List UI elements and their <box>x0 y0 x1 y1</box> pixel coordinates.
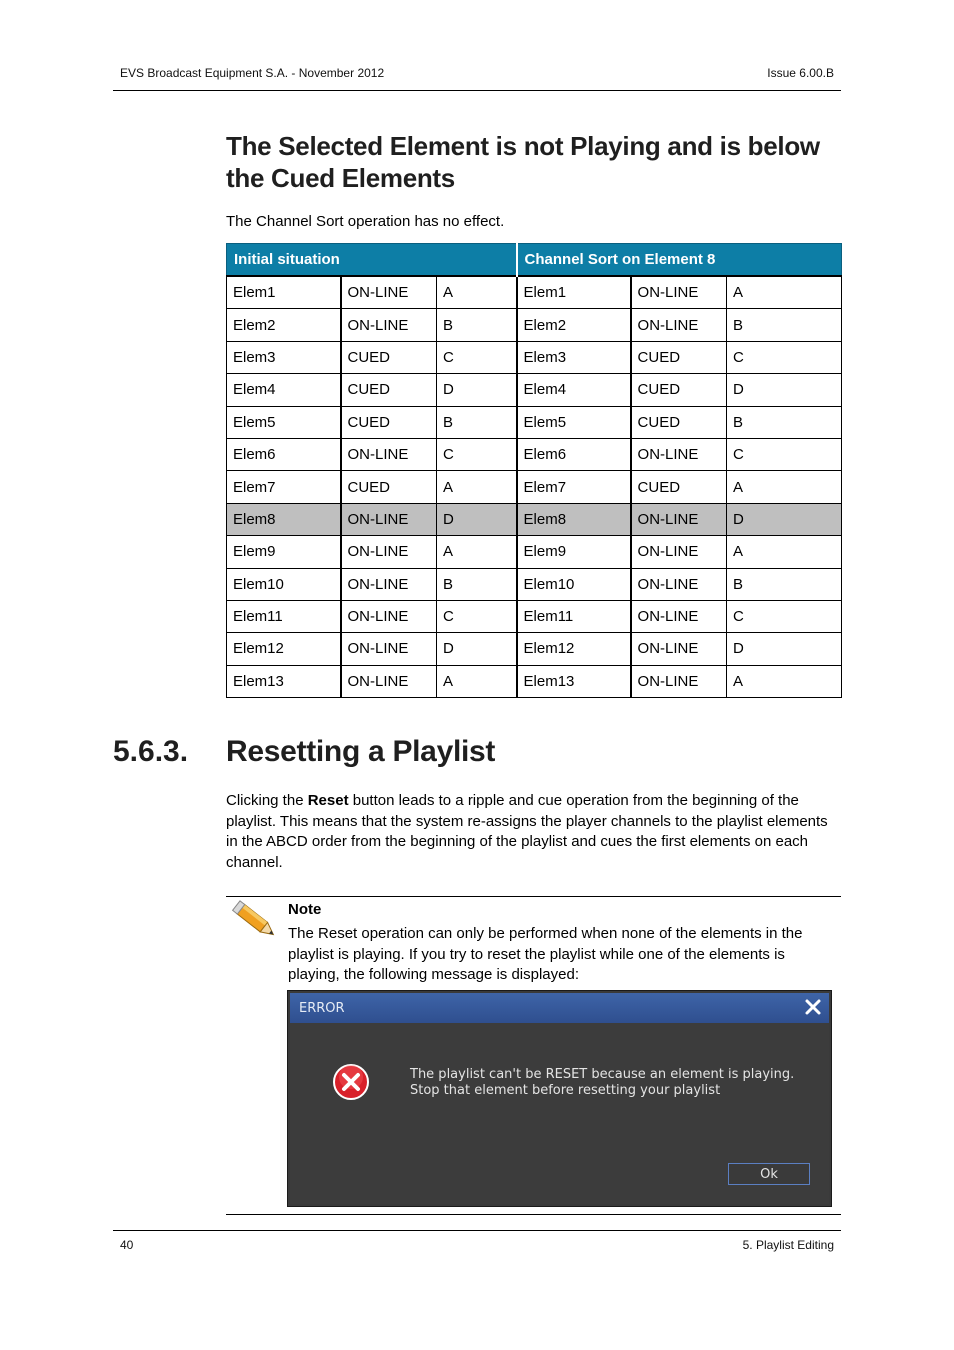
table-cell: Elem4 <box>517 374 631 406</box>
dialog-title: ERROR <box>299 1001 345 1016</box>
table-cell: ON-LINE <box>631 568 727 600</box>
note-bottom-rule <box>226 1214 841 1215</box>
table-cell: Elem5 <box>227 406 341 438</box>
table-row <box>227 568 842 600</box>
chapter-number: 5.6.3. <box>113 735 189 768</box>
table-cell: ON-LINE <box>631 503 727 535</box>
table-cell: CUED <box>341 374 437 406</box>
table-cell: A <box>727 276 842 309</box>
table-cell: Elem10 <box>517 568 631 600</box>
table-cell: CUED <box>631 341 727 373</box>
table-row <box>227 438 842 470</box>
table-cell: CUED <box>631 374 727 406</box>
table-cell: A <box>727 471 842 503</box>
footer-chapter: 5. Playlist Editing <box>742 1238 834 1252</box>
table-cell: Elem2 <box>517 309 631 341</box>
note-text: The Reset operation can only be performed when none of the elements in the playlist is playing. If you try to reset the playlist while one of the elements is playing, the following message is displayed: <box>288 925 803 983</box>
note-title: Note <box>288 901 322 918</box>
table-cell: Elem11 <box>227 600 341 632</box>
table-cell: ON-LINE <box>631 309 727 341</box>
error-icon <box>332 1063 370 1101</box>
note-top-rule <box>226 896 841 897</box>
table-cell: ON-LINE <box>341 309 437 341</box>
table-cell: Elem13 <box>227 665 341 697</box>
header-right: Issue 6.00.B <box>767 66 834 80</box>
table-cell: ON-LINE <box>341 276 437 309</box>
table-row <box>227 341 842 373</box>
table-cell: Elem7 <box>517 471 631 503</box>
table-row <box>227 374 842 406</box>
table-cell: C <box>437 438 517 470</box>
table-row <box>227 471 842 503</box>
table-cell: Elem10 <box>227 568 341 600</box>
table-cell: D <box>727 633 842 665</box>
table-cell: CUED <box>631 471 727 503</box>
table-header-row <box>227 244 842 277</box>
table-cell: C <box>437 600 517 632</box>
error-dialog <box>287 990 832 1207</box>
table-cell: B <box>727 406 842 438</box>
table-cell: Elem12 <box>227 633 341 665</box>
table-cell: D <box>727 503 842 535</box>
table-cell: A <box>727 536 842 568</box>
table-cell: D <box>437 374 517 406</box>
header-left: EVS Broadcast Equipment S.A. - November 2012 <box>120 66 385 80</box>
table-row <box>227 309 842 341</box>
table-cell: A <box>437 665 517 697</box>
table-cell: ON-LINE <box>631 633 727 665</box>
table-cell: ON-LINE <box>341 536 437 568</box>
table-cell: Elem11 <box>517 600 631 632</box>
para-text-after: button leads to a ripple and cue operation from the beginning of the playlist. This means that the system re-assigns the player channels to the playlist elements in the ABCD order from the beginning of the playlist and cues the first elements on each channel. <box>226 792 828 871</box>
table-header-initial: Initial situation <box>227 244 517 277</box>
table-cell: Elem9 <box>227 536 341 568</box>
table-cell: ON-LINE <box>341 633 437 665</box>
table-cell: C <box>437 341 517 373</box>
table-cell: ON-LINE <box>341 438 437 470</box>
channel-sort-table <box>226 243 842 698</box>
table-cell: A <box>727 665 842 697</box>
table-cell: ON-LINE <box>341 503 437 535</box>
table-cell: ON-LINE <box>631 276 727 309</box>
dialog-titlebar <box>290 993 829 1023</box>
dialog-message: The playlist can't be RESET because an element is playing. Stop that element before resetting your playlist <box>410 1067 795 1098</box>
table-row <box>227 665 842 697</box>
table-cell: CUED <box>341 406 437 438</box>
ok-button[interactable]: Ok <box>728 1163 810 1185</box>
table-row <box>227 633 842 665</box>
table-cell: B <box>437 568 517 600</box>
table-cell: ON-LINE <box>631 438 727 470</box>
para-text-before: Clicking the <box>226 792 308 809</box>
table-cell: ON-LINE <box>341 568 437 600</box>
section-title: The Selected Element is not Playing and is below the Cued Elements <box>226 131 820 193</box>
table-cell: Elem7 <box>227 471 341 503</box>
table-cell: Elem6 <box>227 438 341 470</box>
table-cell: ON-LINE <box>631 665 727 697</box>
table-cell: ON-LINE <box>341 665 437 697</box>
table-cell: B <box>437 309 517 341</box>
table-cell: B <box>727 568 842 600</box>
chapter-title: Resetting a Playlist <box>226 735 496 768</box>
table-cell: Elem4 <box>227 374 341 406</box>
table-row <box>227 503 842 535</box>
section-intro: The Channel Sort operation has no effect. <box>226 213 505 230</box>
table-cell: Elem3 <box>517 341 631 373</box>
table-cell: Elem12 <box>517 633 631 665</box>
pencil-icon <box>230 898 282 944</box>
table-cell: D <box>437 503 517 535</box>
table-cell: CUED <box>341 341 437 373</box>
table-cell: CUED <box>341 471 437 503</box>
table-cell: Elem5 <box>517 406 631 438</box>
table-cell: CUED <box>631 406 727 438</box>
table-cell: C <box>727 438 842 470</box>
table-cell: A <box>437 276 517 309</box>
table-cell: D <box>727 374 842 406</box>
table-cell: Elem13 <box>517 665 631 697</box>
table-cell: Elem1 <box>517 276 631 309</box>
table-row <box>227 536 842 568</box>
table-cell: Elem9 <box>517 536 631 568</box>
footer-divider <box>113 1230 841 1231</box>
table-cell: Elem8 <box>227 503 341 535</box>
table-cell: Elem3 <box>227 341 341 373</box>
table-cell: Elem8 <box>517 503 631 535</box>
chapter-paragraph <box>226 791 841 873</box>
dialog-body <box>290 1023 829 1204</box>
para-bold-reset: Reset <box>307 792 349 809</box>
page-number: 40 <box>120 1238 134 1252</box>
table-cell: A <box>437 471 517 503</box>
table-cell: C <box>727 600 842 632</box>
table-cell: Elem6 <box>517 438 631 470</box>
table-cell: B <box>437 406 517 438</box>
close-icon[interactable] <box>803 997 823 1017</box>
table-cell: A <box>437 536 517 568</box>
table-row <box>227 600 842 632</box>
table-header-channel-sort: Channel Sort on Element 8 <box>517 244 842 277</box>
table-cell: D <box>437 633 517 665</box>
table-cell: C <box>727 341 842 373</box>
table-cell: ON-LINE <box>631 600 727 632</box>
table-cell: Elem2 <box>227 309 341 341</box>
table-row <box>227 276 842 309</box>
header-divider <box>113 90 841 91</box>
table-row <box>227 406 842 438</box>
table-cell: Elem1 <box>227 276 341 309</box>
table-cell: B <box>727 309 842 341</box>
table-cell: ON-LINE <box>341 600 437 632</box>
table-cell: ON-LINE <box>631 536 727 568</box>
